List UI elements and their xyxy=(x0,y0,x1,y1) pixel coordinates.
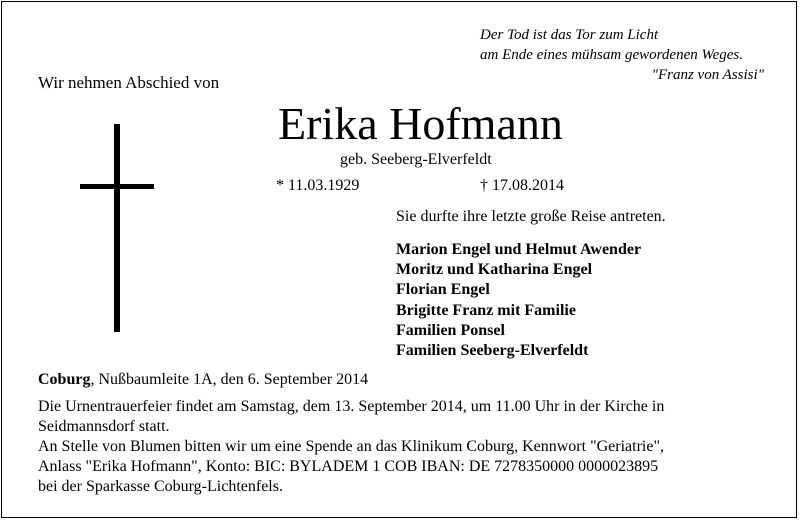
location-date-line xyxy=(38,371,368,389)
ceremony-notice xyxy=(38,397,778,497)
mourner-item: Brigitte Franz mit Familie xyxy=(396,301,576,319)
notice-line: Die Urnentrauerfeier findet am Samstag, dem 13. September 2014, um 11.00 Uhr in der Kirche in xyxy=(38,398,665,415)
location-city: Coburg xyxy=(38,371,91,388)
notice-line: An Stelle von Blumen bitten wir um eine Spende an das Klinikum Coburg, Kennwort "Geriatrie", xyxy=(38,438,664,455)
notice-line: Seidmannsdorf statt. xyxy=(38,418,170,435)
mourner-item: Moritz und Katharina Engel xyxy=(396,261,593,279)
birth-date: * 11.03.1929 xyxy=(276,177,360,194)
quote-line-1: Der Tod ist das Tor zum Licht xyxy=(480,27,659,43)
mourners-list xyxy=(396,240,641,361)
birth-name: geb. Seeberg-Elverfeldt xyxy=(340,151,492,168)
location-rest: , Nußbaumleite 1A, den 6. September 2014 xyxy=(90,371,369,388)
cross-vertical-bar xyxy=(114,124,120,332)
intro-text: Wir nehmen Abschied von xyxy=(38,73,220,92)
mourner-item: Marion Engel und Helmut Awender xyxy=(396,241,642,258)
mourner-item: Florian Engel xyxy=(396,281,490,299)
mourner-item: Familien Seeberg-Elverfeldt xyxy=(396,342,589,360)
quote-line-2: am Ende eines mühsam gewordenen Weges. xyxy=(480,47,744,63)
cross-horizontal-bar xyxy=(80,184,154,189)
notice-line: bei der Sparkasse Coburg-Lichtenfels. xyxy=(38,478,283,495)
notice-line: Anlass "Erika Hofmann", Konto: BIC: BYLADEM 1 COB IBAN: DE 7278350000 0000023895 xyxy=(38,458,659,475)
quote-block xyxy=(300,25,764,85)
deceased-name: Erika Hofmann xyxy=(278,98,563,149)
death-date: † 17.08.2014 xyxy=(480,177,564,194)
mourner-item: Familien Ponsel xyxy=(396,321,505,339)
journey-text: Sie durfte ihre letzte große Reise antreten. xyxy=(396,208,666,225)
quote-author: "Franz von Assisi" xyxy=(651,67,764,83)
